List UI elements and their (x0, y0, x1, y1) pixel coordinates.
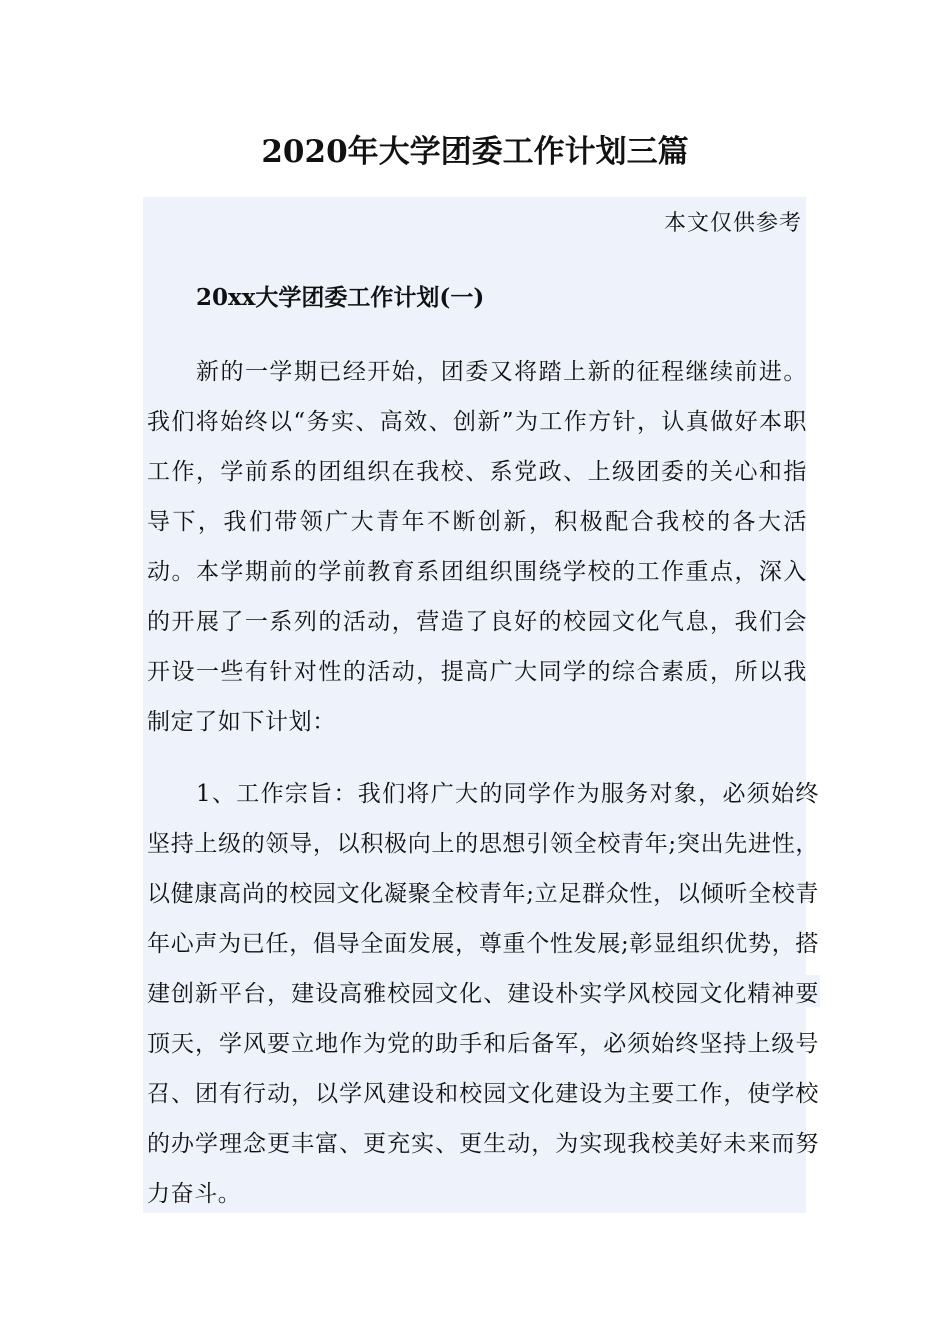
paragraph-work-purpose: 1、工作宗旨：我们将广大的同学作为服务对象，必须始终坚持上级的领导，以积极向上的思想引领全校青年;突出先进性，以健康高尚的校园文化凝聚全校青年;立足群众性，以倾听全校青年心声为已任，倡导全面发展，尊重个性发展;彰显组织优势，搭建创新平台，建设高雅校园文化、建设朴实学风校园文化精神要顶天，学风要立地作为党的助手和后备军，必须始终坚持上级号召、团有行动，以学风建设和校园文化建设为主要工作，使学校的办学理念更丰富、更充实、更生动，为实现我校美好未来而努力奋斗。 (147, 781, 819, 1207)
page-title: 2020年大学团委工作计划三篇 (261, 134, 689, 170)
reference-note: 本文仅供参考 (663, 211, 802, 236)
content-area (143, 197, 819, 1213)
section-heading: 20xx大学团委工作计划(一) (196, 284, 485, 311)
paragraph-intro: 新的一学期已经开始，团委又将踏上新的征程继续前进。我们将始终以“务实、高效、创新”为工作方针，认真做好本职工作，学前系的团组织在我校、系党政、上级团委的关心和指导下，我们带领广大青年不断创新，积极配合我校的各大活动。本学期前的学前教育系团组织围绕学校的工作重点，深入的开展了一系列的活动，营造了良好的校园文化气息，我们会开设一些有针对性的活动，提高广大同学的综合素质，所以我制定了如下计划： (147, 359, 807, 735)
